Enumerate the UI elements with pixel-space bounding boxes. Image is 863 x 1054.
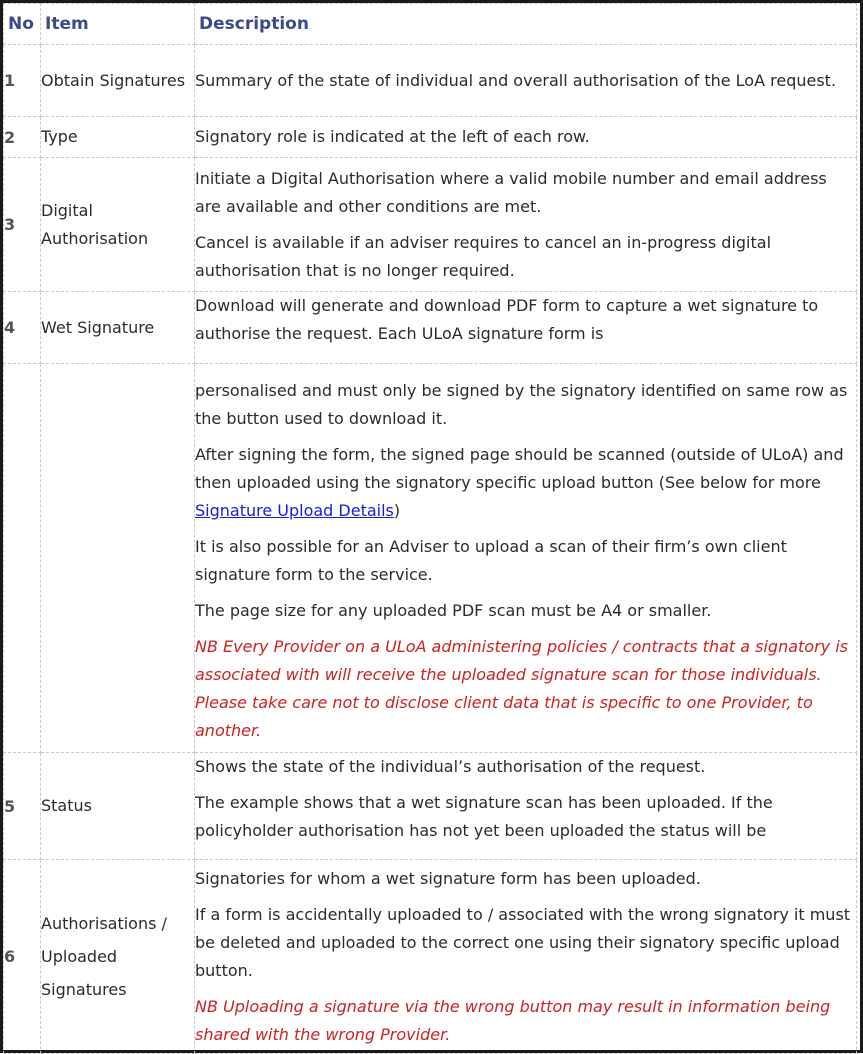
header-no: No <box>4 4 41 45</box>
description-paragraph: Initiate a Digital Authorisation where a valid mobile number and email address are available and other conditions are met. <box>195 168 827 216</box>
table-row <box>4 117 857 158</box>
row-item: Status <box>41 753 195 860</box>
signature-upload-details-link[interactable]: Signature Upload Details <box>195 500 394 520</box>
warning-note: NB Uploading a signature via the wrong button may result in information being shared with the wrong Provider. <box>195 996 831 1044</box>
description-paragraph: The page size for any uploaded PDF scan must be A4 or smaller. <box>195 600 712 620</box>
table-row <box>4 364 857 753</box>
row-number: 6 <box>4 860 41 1054</box>
row-description <box>195 292 857 364</box>
description-paragraph: Signatories for whom a wet signature form has been uploaded. <box>195 868 701 888</box>
table-row <box>4 158 857 292</box>
description-paragraph: Summary of the state of individual and overall authorisation of the LoA request. <box>195 70 837 90</box>
row-item: Wet Signature <box>41 292 195 364</box>
row-description <box>195 117 857 158</box>
row-number: 5 <box>4 753 41 860</box>
row-description <box>195 158 857 292</box>
row-description <box>195 860 857 1054</box>
row-number: 4 <box>4 292 41 364</box>
description-paragraph: Cancel is available if an adviser requires to cancel an in-progress digital authorisation that is no longer required. <box>195 232 772 280</box>
row-description <box>195 753 857 860</box>
item-line: Authorisations / <box>41 914 167 933</box>
row-item <box>41 860 195 1054</box>
header-row <box>4 4 857 45</box>
description-paragraph: If a form is accidentally uploaded to / associated with the wrong signatory it must be deleted and uploaded to the correct one using their signatory specific upload button. <box>195 904 851 980</box>
upload-text-after: ) <box>393 500 401 520</box>
warning-note: NB Every Provider on a ULoA administering policies / contracts that a signatory is associated with will receive the uploaded signature scan for those individuals. Please take care not to disclose client data that is specific to one Provider, to another. <box>195 636 848 740</box>
row-description <box>195 364 857 753</box>
upload-text-before: After signing the form, the signed page should be scanned (outside of ULoA) and then uploaded using the signatory specific upload button (See below for more <box>195 444 844 492</box>
table-row <box>4 45 857 117</box>
row-item: Type <box>41 117 195 158</box>
table-row <box>4 753 857 860</box>
table-row <box>4 292 857 364</box>
description-paragraph: It is also possible for an Adviser to upload a scan of their firm’s own client signature form to the service. <box>195 536 787 584</box>
item-line: Uploaded <box>41 947 118 966</box>
table-row <box>4 860 857 1054</box>
row-item: Obtain Signatures <box>41 45 195 117</box>
item-line: Signatures <box>41 980 127 999</box>
row-item: Digital Authorisation <box>41 158 195 292</box>
description-paragraph: Download will generate and download PDF form to capture a wet signature to authorise the request. Each ULoA signature form is <box>195 296 819 343</box>
row-item <box>41 364 195 753</box>
row-number: 2 <box>4 117 41 158</box>
row-description <box>195 45 857 117</box>
header-description: Description <box>195 4 857 45</box>
description-paragraph <box>195 441 856 525</box>
description-table <box>3 3 857 1054</box>
description-paragraph: Signatory role is indicated at the left of each row. <box>195 127 590 146</box>
description-paragraph: personalised and must only be signed by the signatory identified on same row as the button used to download it. <box>195 380 848 428</box>
description-paragraph: Shows the state of the individual’s authorisation of the request. <box>195 757 706 776</box>
row-number: 1 <box>4 45 41 117</box>
description-paragraph: The example shows that a wet signature scan has been uploaded. If the policyholder authorisation has not yet been uploaded the status will be <box>195 793 773 840</box>
row-number: 3 <box>4 158 41 292</box>
header-item: Item <box>41 4 195 45</box>
row-number <box>4 364 41 753</box>
